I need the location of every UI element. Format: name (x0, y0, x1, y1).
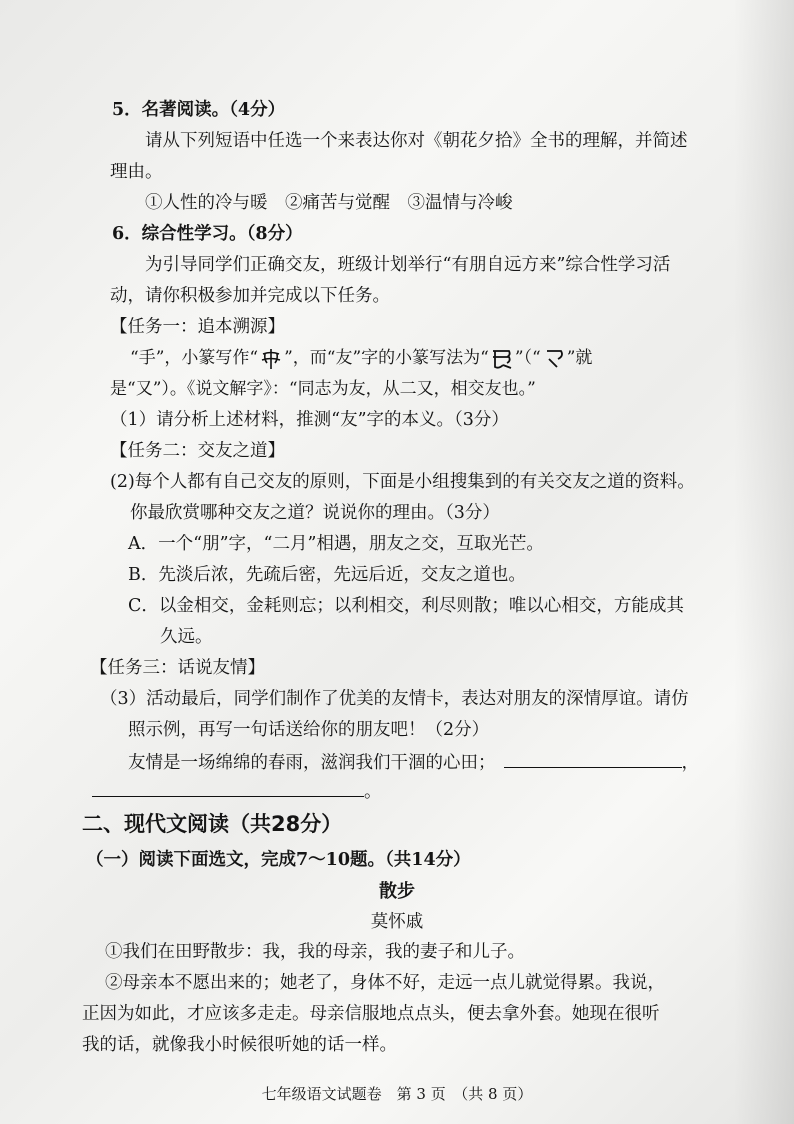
task3-example: 友情是一场绵绵的春雨，滋润我们干涸的心田； (128, 753, 496, 773)
task2-sub-line1: (2)每个人都有自己交友的原则，下面是小组搜集到的有关交友之道的资料。 (110, 472, 695, 492)
section2-title: 二、现代文阅读（共28分） (82, 812, 343, 836)
task1-sub-question: （1）请分析上述材料，推测“友”字的本义。（3分） (110, 410, 509, 430)
task3-example-line (128, 749, 699, 775)
q5-prompt-line2: 理由。 (110, 162, 163, 182)
task3-sub-line2: 照示例，再写一句话送给你的朋友吧！（2分） (128, 720, 490, 740)
answer-blank-1[interactable] (504, 749, 682, 768)
essay-author: 莫怀戚 (370, 912, 424, 932)
essay-paragraph-1: ①我们在田野散步：我，我的母亲，我的妻子和儿子。 (105, 942, 525, 962)
task3-continue-line (92, 778, 382, 804)
q6-intro-line1: 为引导同学们正确交友，班级计划举行“有朋自远方来”综合性学习活 (145, 255, 671, 275)
task2-title: 【任务二：交友之道】 (110, 441, 285, 461)
task3-comma: ， (681, 753, 699, 773)
q6-title: 6．综合性学习。（8分） (112, 224, 303, 244)
q6-intro-line2: 动，请你积极参加并完成以下任务。 (110, 286, 390, 306)
seal-script-hand-icon (541, 347, 567, 371)
task1-text-b: ”，而“友”字的小篆写法为“ (284, 348, 489, 368)
q5-options: ①人性的冷与暖 ②痛苦与觉醒 ③温情与冷峻 (145, 193, 513, 213)
task3-period: 。 (364, 782, 382, 802)
q5-title: 5．名著阅读。（4分） (112, 100, 286, 120)
page-footer: 七年级语文试题卷 第 3 页 （共 8 页） (261, 1085, 533, 1103)
essay-paragraph-2-line2: 正因为如此，才应该多走走。母亲信服地点点头，便去拿外套。她现在很听 (82, 1004, 660, 1024)
seal-script-shou-icon (258, 347, 284, 371)
task2-option-c-line1: C．以金相交，金耗则忘；以利相交，利尽则散；唯以心相交，方能成其 (128, 596, 684, 616)
task1-text-line2: 是“又”）。《说文解字》：“同志为友，从二又，相交友也。” (110, 379, 536, 399)
task2-option-c-line2: 久远。 (160, 627, 213, 647)
essay-title: 散步 (379, 881, 415, 902)
task2-sub-line2: 你最欣赏哪种交友之道？说说你的理由。（3分） (130, 503, 500, 523)
task2-option-a: A．一个“朋”字，“二月”相遇，朋友之交，互取光芒。 (128, 534, 544, 554)
task1-title: 【任务一：追本溯源】 (110, 317, 285, 337)
task1-text-a: “手”，小篆写作“ (130, 348, 259, 368)
essay-paragraph-2-line1: ②母亲本不愿出来的；她老了，身体不好，走远一点儿就觉得累。我说， (105, 973, 665, 993)
section2-part1: （一）阅读下面选文，完成7～10题。（共14分） (86, 850, 471, 870)
task3-title: 【任务三：话说友情】 (90, 658, 265, 678)
seal-script-you-icon (489, 347, 515, 371)
answer-blank-2[interactable] (92, 778, 364, 797)
scan-shadow (734, 0, 794, 1124)
task3-sub-line1: （3）活动最后，同学们制作了优美的友情卡，表达对朋友的深情厚谊。请仿 (100, 689, 689, 709)
essay-paragraph-2-line3: 我的话，就像我小时候很听她的话一样。 (82, 1035, 397, 1055)
task1-text-c: ”（“ (514, 348, 541, 368)
task1-text-line1 (130, 346, 592, 371)
q5-prompt-line1: 请从下列短语中任选一个来表达你对《朝花夕拾》全书的理解，并简述 (145, 131, 688, 151)
task2-option-b: B．先淡后浓，先疏后密，先远后近，交友之道也。 (128, 565, 526, 585)
task1-text-d: ”就 (566, 348, 593, 368)
